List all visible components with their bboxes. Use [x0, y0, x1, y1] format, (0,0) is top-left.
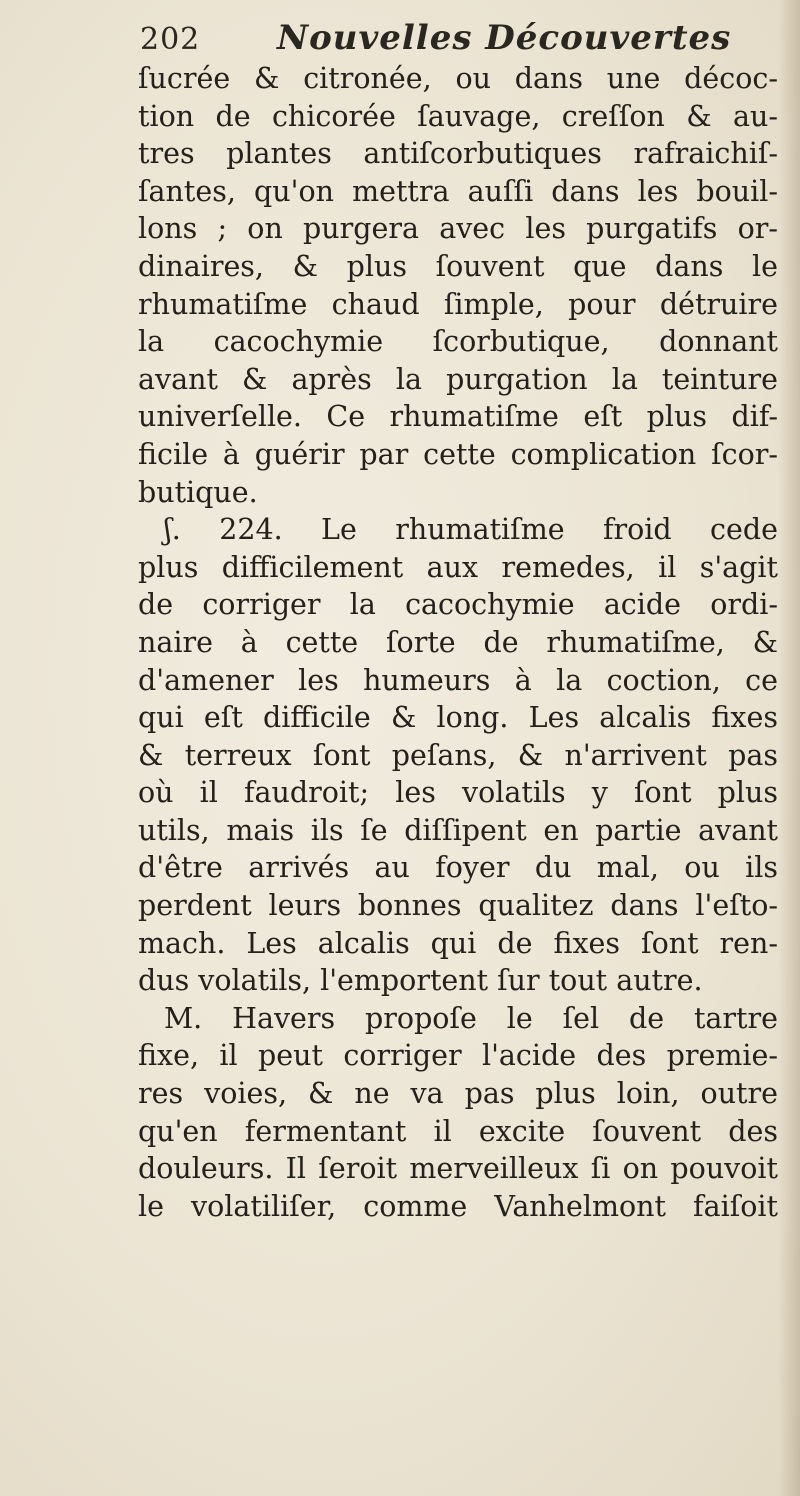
- text-line: lons ; on purgera avec les purgatifs or-: [138, 212, 778, 246]
- text-line: le volatiliſer, comme Vanhelmont faiſoit: [138, 1189, 778, 1223]
- page-header: [112, 14, 772, 64]
- text-line: ficile à guérir par cette complication ſcor-: [138, 437, 778, 471]
- text-line: univerſelle. Ce rhumatiſme eſt plus dif-: [138, 400, 778, 434]
- text-line: butique.: [138, 475, 258, 509]
- text-line: perdent leurs bonnes qualitez dans l'eſto-: [138, 889, 778, 923]
- text-line: de corriger la cacochymie acide ordi-: [138, 588, 778, 622]
- text-line: qu'en fermentant il excite ſouvent des: [138, 1114, 778, 1148]
- text-line: d'être arrivés au foyer du mal, ou ils: [138, 851, 778, 885]
- text-line: res voies, & ne va pas plus loin, outre: [138, 1077, 778, 1111]
- text-line: mach. Les alcalis qui de fixes ſont ren-: [138, 926, 778, 960]
- body-text: [138, 60, 778, 1225]
- text-line: avant & après la purgation la teinture: [138, 362, 778, 396]
- text-line: ſantes, qu'on mettra auſſi dans les bouil-: [138, 174, 778, 208]
- text-line: tion de chicorée ſauvage, creſſon & au-: [138, 99, 778, 133]
- text-line: où il faudroit; les volatils y ſont plus: [138, 776, 778, 810]
- page-edge-shadow: [778, 0, 800, 1496]
- text-line: plus difficilement aux remedes, il s'agit: [138, 550, 778, 584]
- text-line: dus volatils, l'emportent ſur tout autre.: [138, 964, 703, 998]
- text-line: M. Havers propoſe le ſel de tartre: [164, 1001, 778, 1035]
- text-line: fixe, il peut corriger l'acide des premie-: [138, 1039, 778, 1073]
- text-line: utils, mais ils ſe diſſipent en partie avant: [138, 813, 778, 847]
- text-line: douleurs. Il ſeroit merveilleux ſi on pouvoit: [138, 1152, 778, 1186]
- text-line: rhumatiſme chaud ſimple, pour détruire: [138, 287, 778, 321]
- text-line: & terreux ſont peſans, & n'arrivent pas: [138, 738, 778, 772]
- section-heading-line: ʃ. 224. Le rhumatiſme froid cede: [164, 513, 778, 547]
- running-title: Nouvelles Découvertes: [277, 18, 732, 58]
- text-line: naire à cette ſorte de rhumatiſme, &: [138, 625, 778, 659]
- text-line: dinaires, & plus ſouvent que dans le: [138, 249, 778, 283]
- page-number: 202: [140, 22, 201, 57]
- text-line: la cacochymie ſcorbutique, donnant: [138, 325, 778, 359]
- text-line: ſucrée & citronée, ou dans une décoc-: [138, 62, 778, 95]
- text-line: d'amener les humeurs à la coction, ce: [138, 663, 778, 697]
- text-line: tres plantes antiſcorbutiques rafraichiſ-: [138, 137, 778, 171]
- text-line: qui eſt difficile & long. Les alcalis fixes: [138, 701, 778, 735]
